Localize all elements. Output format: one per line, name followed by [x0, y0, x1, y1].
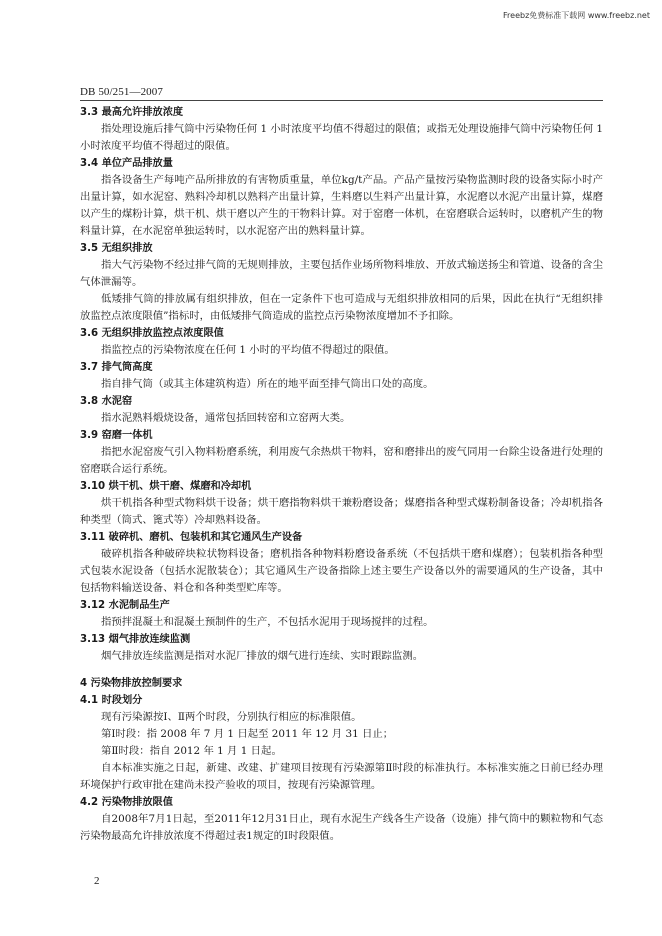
paragraph: 烟气排放连续监测是指对水泥厂排放的烟气进行连续、实时跟踪监测。 — [101, 650, 424, 662]
section — [80, 692, 603, 794]
section-heading: 3.5 无组织排放 — [80, 243, 153, 254]
document-body — [80, 104, 603, 845]
paragraph: 指自排气筒（或其主体建筑构造）所在的地平面至排气筒出口处的高度。 — [101, 378, 434, 390]
paragraph: 破碎机指各种破碎块粒状物料设备；磨机指各种物料粉磨设备系统（不包括烘干磨和煤磨）；包装机指各种型式包装水泥设备（包括水泥散装仓）；其它通风生产设备指除上述主要生产设备以外的需要通风的生产设备，其中包括物料输送设备、料仓和各种类型贮库等。 — [80, 548, 603, 594]
paragraph: 低矮排气筒的排放属有组织排放，但在一定条件下也可造成与无组织排放相同的后果，因此在执行“无组织排放监控点浓度限值”指标时，由低矮排气筒造成的监控点污染物浓度增加不予扣除。 — [80, 293, 603, 322]
section-heading: 3.4 单位产品排放量 — [80, 158, 173, 169]
section-heading: 3.11 破碎机、磨机、包装机和其它通风生产设备 — [80, 532, 303, 543]
paragraph: 指把水泥窑废气引入物料粉磨系统，利用废气余热烘干物料，窑和磨排出的废气同用一台除尘设备进行处理的窑磨联合运行系统。 — [80, 446, 603, 475]
section — [80, 393, 603, 427]
header-rule — [80, 100, 603, 101]
page-number: 2 — [94, 875, 100, 887]
paragraph: 指各设备生产每吨产品所排放的有害物质重量，单位kg/t产品。产品产量按污染物监测时段的设备实际小时产出量计算，如水泥窑、熟料冷却机以熟料产出量计算，生料磨以生料产出量计算，水泥磨以水泥产出量计算，煤磨以产生的煤粉计算，烘干机、烘干磨以产生的干物料计算。对于窑磨一体机，在窑磨联合运转时，以磨机产生的物料量计算，在水泥窑单独运转时，以水泥窑产出的熟料量计算。 — [80, 174, 603, 237]
paragraph: 第Ⅱ时段：指自 2012 年 1 月 1 日起。 — [101, 745, 282, 757]
paragraph: 指监控点的污染物浓度在任何 1 小时的平均值不得超过的限值。 — [101, 344, 395, 356]
section — [80, 427, 603, 478]
paragraph: 第Ⅰ时段：指 2008 年 7 月 1 日起至 2011 年 12 月 31 日止； — [101, 728, 394, 740]
section-heading: 3.6 无组织排放监控点浓度限值 — [80, 328, 224, 339]
section — [80, 325, 603, 359]
section — [80, 240, 603, 325]
section-heading: 4.1 时段划分 — [80, 695, 143, 706]
paragraph: 现有污染源按Ⅰ、Ⅱ两个时段，分别执行相应的标准限值。 — [101, 711, 362, 723]
paragraph: 自2008年7月1日起，至2011年12月31日止，现有水泥生产线各生产设备（设施）排气筒中的颗粒物和气态污染物最高允许排放浓度不得超过表1规定的Ⅰ时段限值。 — [80, 813, 603, 842]
document-number: DB 50/251—2007 — [80, 86, 163, 98]
paragraph: 烘干机指各种型式物料烘干设备；烘干磨指物料烘干兼粉磨设备；煤磨指各种型式煤粉制备设备；冷却机指各种类型（筒式、篦式等）冷却熟料设备。 — [80, 497, 603, 526]
section — [80, 529, 603, 597]
section-heading: 3.10 烘干机、烘干磨、煤磨和冷却机 — [80, 481, 252, 492]
section — [80, 794, 603, 845]
section-heading: 3.9 窑磨一体机 — [80, 430, 153, 441]
section — [80, 155, 603, 240]
paragraph: 指处理设施后排气筒中污染物任何 1 小时浓度平均值不得超过的限值；或指无处理设施排气筒中污染物任何 1 小时浓度平均值不得超过的限值。 — [80, 123, 603, 152]
section — [80, 478, 603, 529]
section — [80, 631, 603, 665]
section-heading: 4 污染物排放控制要求 — [80, 678, 183, 689]
section-heading: 3.7 排气筒高度 — [80, 362, 153, 373]
section-heading: 3.13 烟气排放连续监测 — [80, 634, 191, 645]
section-heading: 4.2 污染物排放限值 — [80, 797, 173, 808]
watermark: Freebz免费标准下载网 www.freebz.net — [503, 11, 650, 20]
section — [80, 104, 603, 155]
paragraph: 指预拌混凝土和混凝土预制件的生产，不包括水泥用于现场搅拌的过程。 — [101, 616, 434, 628]
paragraph: 指水泥熟料煅烧设备，通常包括回转窑和立窑两大类。 — [101, 412, 351, 424]
paragraph: 自本标准实施之日起，新建、改建、扩建项目按现有污染源第Ⅱ时段的标准执行。本标准实施之日前已经办理环境保护行政审批在建尚未投产验收的项目，按现有污染源管理。 — [80, 762, 603, 791]
paragraph: 指大气污染物不经过排气筒的无规则排放，主要包括作业场所物料堆放、开放式输送扬尘和管道、设备的含尘气体泄漏等。 — [80, 259, 603, 288]
section — [80, 597, 603, 631]
section-heading: 3.3 最高允许排放浓度 — [80, 107, 184, 118]
section-heading: 3.12 水泥制品生产 — [80, 600, 170, 611]
section-heading: 3.8 水泥窑 — [80, 396, 133, 407]
section — [80, 675, 603, 692]
section — [80, 359, 603, 393]
